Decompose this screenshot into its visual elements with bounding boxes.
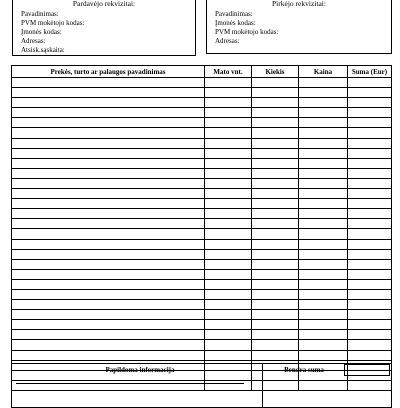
price-cell[interactable] bbox=[299, 118, 348, 128]
table-row bbox=[12, 350, 392, 360]
table-row bbox=[12, 259, 392, 269]
price-cell[interactable] bbox=[299, 310, 348, 320]
table-row bbox=[12, 320, 392, 330]
price-cell[interactable] bbox=[299, 98, 348, 108]
quantity-cell[interactable] bbox=[252, 330, 299, 340]
quantity-cell[interactable] bbox=[252, 199, 299, 209]
table-row bbox=[12, 128, 392, 138]
sum-cell[interactable] bbox=[348, 300, 392, 310]
buyer-vat-code-label: PVM mokėtojo kodas: bbox=[215, 28, 279, 36]
total-sum-field[interactable] bbox=[344, 364, 390, 376]
buyer-name-label: Pavadinimas: bbox=[215, 10, 253, 18]
unit-cell[interactable] bbox=[205, 310, 252, 320]
quantity-cell[interactable] bbox=[252, 158, 299, 168]
unit-cell[interactable] bbox=[205, 88, 252, 98]
unit-cell[interactable] bbox=[205, 219, 252, 229]
sum-cell[interactable] bbox=[348, 289, 392, 299]
table-row bbox=[12, 289, 392, 299]
price-cell[interactable] bbox=[299, 320, 348, 330]
table-row bbox=[12, 279, 392, 289]
item-name-cell[interactable] bbox=[12, 350, 205, 360]
sum-cell[interactable] bbox=[348, 78, 392, 88]
sum-cell[interactable] bbox=[348, 199, 392, 209]
quantity-cell[interactable] bbox=[252, 229, 299, 239]
price-cell[interactable] bbox=[299, 148, 348, 158]
price-cell[interactable] bbox=[299, 199, 348, 209]
item-name-cell[interactable] bbox=[12, 310, 205, 320]
price-cell[interactable] bbox=[299, 209, 348, 219]
price-cell[interactable] bbox=[299, 289, 348, 299]
sum-cell[interactable] bbox=[348, 259, 392, 269]
unit-cell[interactable] bbox=[205, 340, 252, 350]
item-name-cell[interactable] bbox=[12, 128, 205, 138]
item-name-cell[interactable] bbox=[12, 78, 205, 88]
quantity-cell[interactable] bbox=[252, 350, 299, 360]
items-table bbox=[11, 65, 392, 391]
total-sum-label: Bendra suma bbox=[284, 366, 324, 374]
quantity-cell[interactable] bbox=[252, 78, 299, 88]
price-cell[interactable] bbox=[299, 88, 348, 98]
seller-address-label: Adresas: bbox=[21, 37, 46, 45]
table-row bbox=[12, 300, 392, 310]
price-cell[interactable] bbox=[299, 189, 348, 199]
quantity-cell[interactable] bbox=[252, 128, 299, 138]
table-row bbox=[12, 340, 392, 350]
table-row bbox=[12, 330, 392, 340]
price-cell[interactable] bbox=[299, 158, 348, 168]
unit-cell[interactable] bbox=[205, 229, 252, 239]
unit-cell[interactable] bbox=[205, 108, 252, 118]
price-cell[interactable] bbox=[299, 128, 348, 138]
table-row bbox=[12, 310, 392, 320]
quantity-cell[interactable] bbox=[252, 300, 299, 310]
sum-cell[interactable] bbox=[348, 350, 392, 360]
price-cell[interactable] bbox=[299, 138, 348, 148]
table-row bbox=[12, 108, 392, 118]
seller-vat-code-label: PVM mokėtojo kodas: bbox=[21, 19, 85, 27]
quantity-cell[interactable] bbox=[252, 259, 299, 269]
table-row bbox=[12, 98, 392, 108]
item-name-cell[interactable] bbox=[12, 138, 205, 148]
table-row bbox=[12, 249, 392, 259]
unit-cell[interactable] bbox=[205, 269, 252, 279]
quantity-cell[interactable] bbox=[252, 289, 299, 299]
unit-cell[interactable] bbox=[205, 330, 252, 340]
price-cell[interactable] bbox=[299, 300, 348, 310]
sum-cell[interactable] bbox=[348, 168, 392, 178]
sum-cell[interactable] bbox=[348, 88, 392, 98]
sum-cell[interactable] bbox=[348, 320, 392, 330]
sum-cell[interactable] bbox=[348, 269, 392, 279]
table-row bbox=[12, 209, 392, 219]
item-name-cell[interactable] bbox=[12, 219, 205, 229]
unit-cell[interactable] bbox=[205, 138, 252, 148]
price-cell[interactable] bbox=[299, 249, 348, 259]
seller-box bbox=[12, 0, 196, 56]
unit-cell[interactable] bbox=[205, 300, 252, 310]
item-name-cell[interactable] bbox=[12, 239, 205, 249]
unit-cell[interactable] bbox=[205, 178, 252, 188]
quantity-cell[interactable] bbox=[252, 310, 299, 320]
price-cell[interactable] bbox=[299, 229, 348, 239]
price-cell[interactable] bbox=[299, 239, 348, 249]
table-row bbox=[12, 189, 392, 199]
item-name-cell[interactable] bbox=[12, 229, 205, 239]
table-row bbox=[12, 199, 392, 209]
unit-cell[interactable] bbox=[205, 320, 252, 330]
unit-cell[interactable] bbox=[205, 118, 252, 128]
table-row bbox=[12, 178, 392, 188]
item-name-cell[interactable] bbox=[12, 168, 205, 178]
sum-cell[interactable] bbox=[348, 279, 392, 289]
quantity-cell[interactable] bbox=[252, 189, 299, 199]
item-name-cell[interactable] bbox=[12, 158, 205, 168]
sum-cell[interactable] bbox=[348, 98, 392, 108]
buyer-company-code-label: Įmonės kodas: bbox=[215, 19, 256, 27]
price-cell[interactable] bbox=[299, 350, 348, 360]
item-name-cell[interactable] bbox=[12, 108, 205, 118]
item-name-cell[interactable] bbox=[12, 279, 205, 289]
unit-cell[interactable] bbox=[205, 289, 252, 299]
sum-cell[interactable] bbox=[348, 158, 392, 168]
price-cell[interactable] bbox=[299, 259, 348, 269]
table-row bbox=[12, 118, 392, 128]
table-row bbox=[12, 78, 392, 88]
table-row bbox=[12, 88, 392, 98]
quantity-cell[interactable] bbox=[252, 108, 299, 118]
sum-cell[interactable] bbox=[348, 330, 392, 340]
quantity-cell[interactable] bbox=[252, 88, 299, 98]
sum-cell[interactable] bbox=[348, 209, 392, 219]
items-table-body bbox=[12, 78, 392, 391]
sum-cell[interactable] bbox=[348, 249, 392, 259]
quantity-cell[interactable] bbox=[252, 118, 299, 128]
item-name-cell[interactable] bbox=[12, 340, 205, 350]
quantity-cell[interactable] bbox=[252, 209, 299, 219]
price-cell[interactable] bbox=[299, 330, 348, 340]
quantity-cell[interactable] bbox=[252, 269, 299, 279]
quantity-cell[interactable] bbox=[252, 178, 299, 188]
table-row bbox=[12, 219, 392, 229]
unit-cell[interactable] bbox=[205, 128, 252, 138]
quantity-cell[interactable] bbox=[252, 138, 299, 148]
price-cell[interactable] bbox=[299, 269, 348, 279]
table-row bbox=[12, 168, 392, 178]
price-cell[interactable] bbox=[299, 108, 348, 118]
item-name-cell[interactable] bbox=[12, 178, 205, 188]
price-cell[interactable] bbox=[299, 178, 348, 188]
unit-cell[interactable] bbox=[205, 78, 252, 88]
items-table-header-row bbox=[12, 66, 392, 78]
table-row bbox=[12, 269, 392, 279]
item-name-cell[interactable] bbox=[12, 289, 205, 299]
sum-cell[interactable] bbox=[348, 148, 392, 158]
item-name-cell[interactable] bbox=[12, 330, 205, 340]
quantity-cell[interactable] bbox=[252, 249, 299, 259]
item-name-cell[interactable] bbox=[12, 189, 205, 199]
item-name-cell[interactable] bbox=[12, 88, 205, 98]
seller-name-label: Pavadinimas: bbox=[21, 10, 59, 18]
additional-info-line bbox=[16, 383, 244, 384]
seller-title: Pardavėjo rekvizitai: bbox=[72, 0, 136, 8]
quantity-cell[interactable] bbox=[252, 219, 299, 229]
buyer-box bbox=[206, 0, 392, 54]
price-cell[interactable] bbox=[299, 219, 348, 229]
table-row bbox=[12, 148, 392, 158]
sum-cell[interactable] bbox=[348, 178, 392, 188]
item-name-cell[interactable] bbox=[12, 118, 205, 128]
sum-cell[interactable] bbox=[348, 138, 392, 148]
sum-cell[interactable] bbox=[348, 340, 392, 350]
price-cell[interactable] bbox=[299, 168, 348, 178]
unit-cell[interactable] bbox=[205, 168, 252, 178]
item-name-cell[interactable] bbox=[12, 199, 205, 209]
item-name-cell[interactable] bbox=[12, 259, 205, 269]
buyer-address-label: Adresas: bbox=[215, 37, 240, 45]
sum-cell[interactable] bbox=[348, 239, 392, 249]
table-row bbox=[12, 239, 392, 249]
item-name-cell[interactable] bbox=[12, 300, 205, 310]
item-name-cell[interactable] bbox=[12, 148, 205, 158]
col-header-quantity: Kiekis bbox=[252, 66, 299, 78]
quantity-cell[interactable] bbox=[252, 98, 299, 108]
unit-cell[interactable] bbox=[205, 239, 252, 249]
unit-cell[interactable] bbox=[205, 249, 252, 259]
table-row bbox=[12, 138, 392, 148]
item-name-cell[interactable] bbox=[12, 249, 205, 259]
unit-cell[interactable] bbox=[205, 279, 252, 289]
unit-cell[interactable] bbox=[205, 199, 252, 209]
table-row bbox=[12, 158, 392, 168]
col-header-item-name: Prekės, turto ar palaugos pavadinimas bbox=[12, 66, 205, 78]
item-name-cell[interactable] bbox=[12, 269, 205, 279]
additional-info-label: Papildoma informacija bbox=[105, 366, 175, 374]
quantity-cell[interactable] bbox=[252, 320, 299, 330]
item-name-cell[interactable] bbox=[12, 98, 205, 108]
sum-cell[interactable] bbox=[348, 118, 392, 128]
seller-account-label: Atsisk.sąskaita: bbox=[21, 46, 65, 54]
unit-cell[interactable] bbox=[205, 158, 252, 168]
quantity-cell[interactable] bbox=[252, 168, 299, 178]
price-cell[interactable] bbox=[299, 78, 348, 88]
unit-cell[interactable] bbox=[205, 98, 252, 108]
sum-cell[interactable] bbox=[348, 189, 392, 199]
col-header-price: Kaina bbox=[299, 66, 348, 78]
buyer-title: Pirkėjo rekvizitai: bbox=[272, 0, 326, 8]
sum-cell[interactable] bbox=[348, 310, 392, 320]
footer-divider bbox=[262, 363, 263, 408]
price-cell[interactable] bbox=[299, 340, 348, 350]
quantity-cell[interactable] bbox=[252, 279, 299, 289]
table-row bbox=[12, 229, 392, 239]
unit-cell[interactable] bbox=[205, 259, 252, 269]
sum-cell[interactable] bbox=[348, 219, 392, 229]
unit-cell[interactable] bbox=[205, 148, 252, 158]
col-header-unit: Mato vnt. bbox=[205, 66, 252, 78]
quantity-cell[interactable] bbox=[252, 148, 299, 158]
unit-cell[interactable] bbox=[205, 350, 252, 360]
unit-cell[interactable] bbox=[205, 189, 252, 199]
seller-company-code-label: Įmonės kodas: bbox=[21, 28, 62, 36]
col-header-sum: Suma (Eur) bbox=[348, 66, 392, 78]
sum-cell[interactable] bbox=[348, 108, 392, 118]
price-cell[interactable] bbox=[299, 279, 348, 289]
sum-cell[interactable] bbox=[348, 229, 392, 239]
unit-cell[interactable] bbox=[205, 209, 252, 219]
quantity-cell[interactable] bbox=[252, 239, 299, 249]
quantity-cell[interactable] bbox=[252, 340, 299, 350]
item-name-cell[interactable] bbox=[12, 209, 205, 219]
item-name-cell[interactable] bbox=[12, 320, 205, 330]
sum-cell[interactable] bbox=[348, 128, 392, 138]
